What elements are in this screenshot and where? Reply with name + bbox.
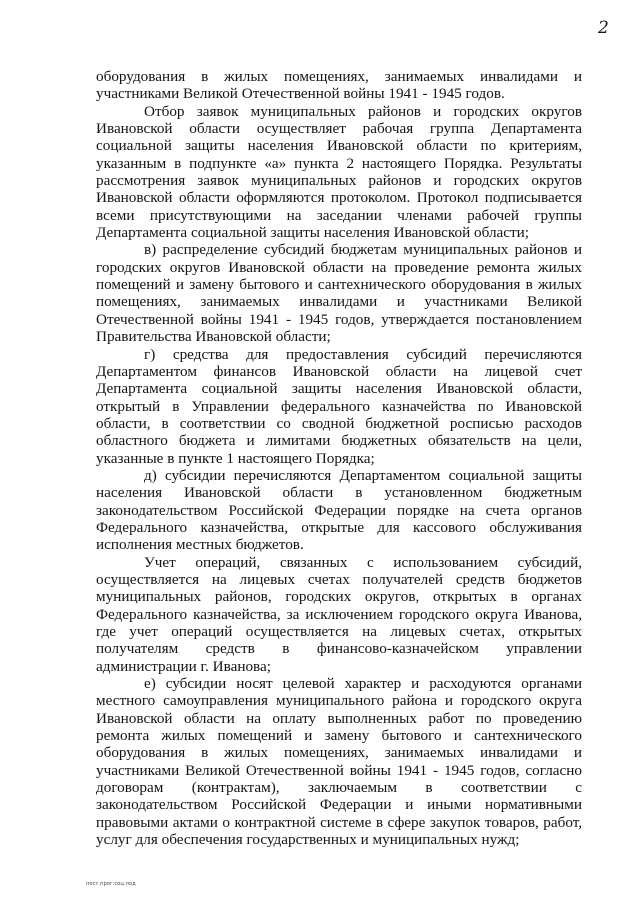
- paragraph-continuation: оборудования в жилых помещениях, занимаемых инвалидами и участниками Великой Отечественной войны 1941 - 1945 годов.: [96, 68, 582, 103]
- page-number: 2: [598, 18, 609, 38]
- footer-file-name: пост.прог.соц.под: [86, 881, 136, 887]
- document-body: [96, 68, 582, 848]
- paragraph-item-g: г) средства для предоставления субсидий перечисляются Департаментом финансов Ивановской области на лицевой счет Департамента социальной защиты населения Ивановской области, открытый в Управлении федерального казначейства по Ивановской области, в соответствии со сводной бюджетной росписью расходов областного бюджета и лимитами бюджетных обязательств на цели, указанные в пункте 1 настоящего Порядка;: [96, 345, 582, 467]
- paragraph-item-e: е) субсидии носят целевой характер и расходуются органами местного самоуправления муниципального района и городского округа Ивановской области на оплату выполненных работ по проведению ремонта жилых помещений и замену бытового и сантехнического оборудования в жилых помещениях, занимаемых инвалидами и участниками Великой Отечественной войны 1941 - 1945 годов, согласно договорам (контрактам), заключаемым в соответствии с законодательством Российской Федерации и иными нормативными правовыми актами о контрактной системе в сфере закупок товаров, работ, услуг для обеспечения государственных и муниципальных нужд;: [96, 675, 582, 849]
- paragraph-accounting: Учет операций, связанных с использованием субсидий, осуществляется на лицевых счетах получателей средств бюджетов муниципальных районов, городских округов, открытых в органах Федерального казначейства, за исключением городского округа Иванова, где учет операций осуществляется на лицевых счетах, открытых получателям средств в финансово-казначейском управлении администрации г. Иванова;: [96, 553, 582, 675]
- paragraph-selection-procedure: Отбор заявок муниципальных районов и городских округов Ивановской области осуществляет рабочая группа Департамента социальной защиты населения Ивановской области по критериям, указанным в подпункте «а» пункта 2 настоящего Порядка. Результаты рассмотрения заявок муниципальных районов и городских округов Ивановской области оформляются протоколом. Протокол подписывается всеми присутствующими на заседании членами рабочей группы Департамента социальной защиты населения Ивановской области;: [96, 102, 582, 242]
- paragraph-item-d: д) субсидии перечисляются Департаментом социальной защиты населения Ивановской области в установленном бюджетным законодательством Российской Федерации порядке на счета органов Федерального казначейства, открытые для кассового обслуживания исполнения местных бюджетов.: [96, 466, 582, 554]
- paragraph-item-v: в) распределение субсидий бюджетам муниципальных районов и городских округов Ивановской области на проведение ремонта жилых помещений и замену бытового и сантехнического оборудования в жилых помещениях, занимаемых инвалидами и участниками Великой Отечественной войны 1941 - 1945 годов, утверждается постановлением Правительства Ивановской области;: [96, 241, 582, 346]
